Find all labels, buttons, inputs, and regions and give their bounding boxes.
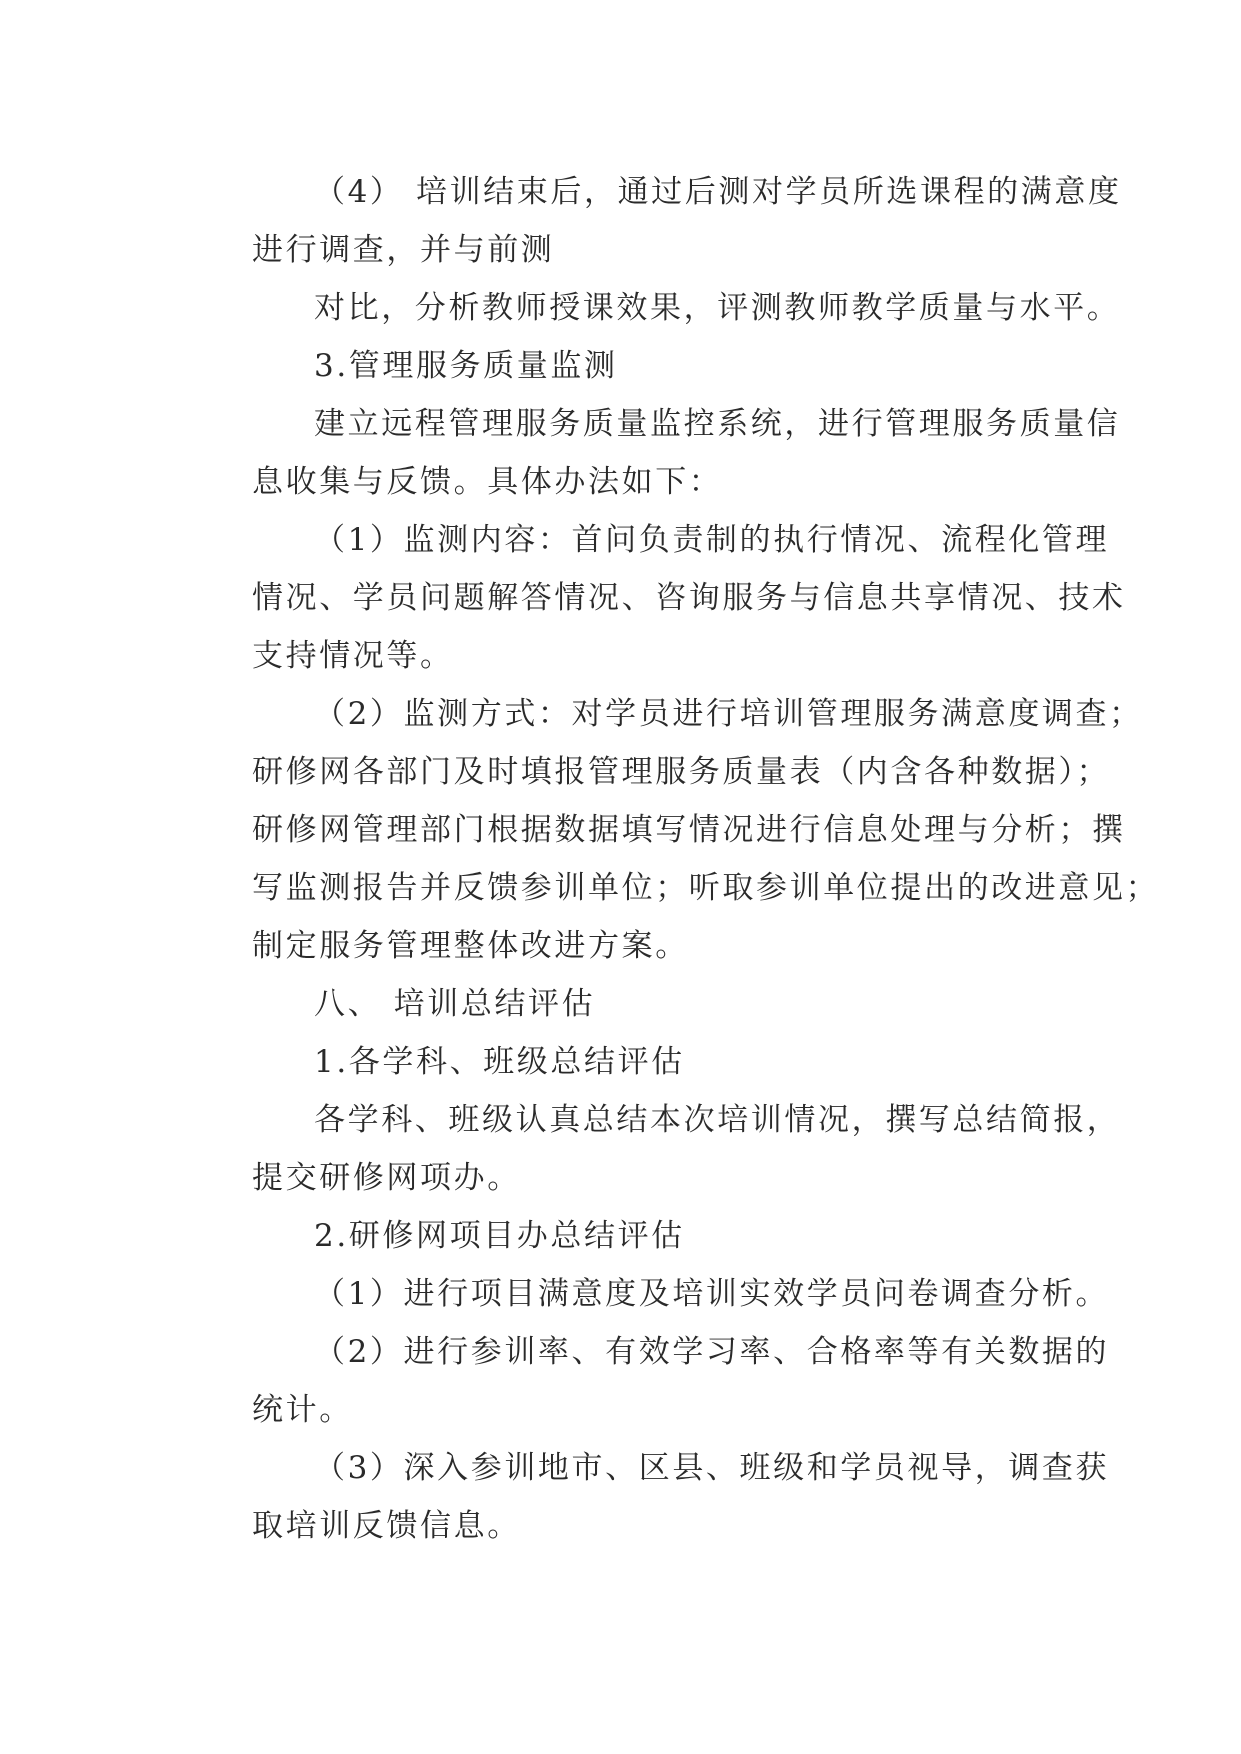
heading-project-office-summary [190,1207,1070,1265]
text-line: 研修网各部门及时填报管理服务质量表（内含各种数据）； [252,754,1111,790]
text-line: 写监测报告并反馈参训单位；听取参训单位提出的改进意见； [252,870,1160,906]
text-line: （2）监测方式：对学员进行培训管理服务满意度调查； [314,696,1143,732]
text-line: 制定服务管理整体改进方案。 [252,928,689,964]
text-line: （2）进行参训率、有效学习率、合格率等有关数据的 [314,1334,1110,1370]
text-line: 支持情况等。 [252,638,454,674]
text-line: 对比，分析教师授课效果，评测教师教学质量与水平。 [314,290,1121,326]
text-line: （1）监测内容：首问负责制的执行情况、流程化管理 [314,522,1110,558]
paragraph-monitoring-system [190,395,1121,511]
paragraph-monitoring-content [190,511,1126,685]
text-line: 各学科、班级认真总结本次培训情况，撰写总结简报， [314,1102,1121,1138]
heading-training-summary-evaluation [190,975,1070,1033]
section-heading: 3.管理服务质量监测 [314,348,618,384]
text-line: 建立远程管理服务质量监控系统，进行管理服务质量信 [314,406,1121,442]
paragraph-data-statistics [190,1323,1110,1439]
paragraph-teaching-evaluation [190,279,1121,337]
text-line: 提交研修网项办。 [252,1160,521,1196]
text-line: 进行调查，并与前测 [252,232,555,268]
paragraph-questionnaire-analysis [190,1265,1110,1323]
section-heading: 八、 培训总结评估 [314,986,596,1022]
section-heading: 1.各学科、班级总结评估 [314,1044,685,1080]
text-line: 情况、学员问题解答情况、咨询服务与信息共享情况、技术 [252,580,1126,616]
text-line: （3）深入参训地市、区县、班级和学员视导，调查获 [314,1450,1110,1486]
paragraph-monitoring-method [190,685,1160,975]
text-line: 统计。 [252,1392,353,1428]
text-line: 息收集与反馈。具体办法如下： [252,464,723,500]
paragraph-field-inspection [190,1439,1110,1555]
heading-management-service-monitoring [190,337,1070,395]
paragraph-course-satisfaction-survey [190,163,1122,279]
section-heading: 2.研修网项目办总结评估 [314,1218,685,1254]
text-line: （4） 培训结束后，通过后测对学员所选课程的满意度 [314,174,1122,210]
text-line: （1）进行项目满意度及培训实效学员问卷调查分析。 [314,1276,1110,1312]
text-line: 研修网管理部门根据数据填写情况进行信息处理与分析；撰 [252,812,1126,848]
heading-subject-class-summary [190,1033,1070,1091]
text-line: 取培训反馈信息。 [252,1508,521,1544]
paragraph-subject-class-summary [190,1091,1121,1207]
document-body [190,163,1160,1555]
